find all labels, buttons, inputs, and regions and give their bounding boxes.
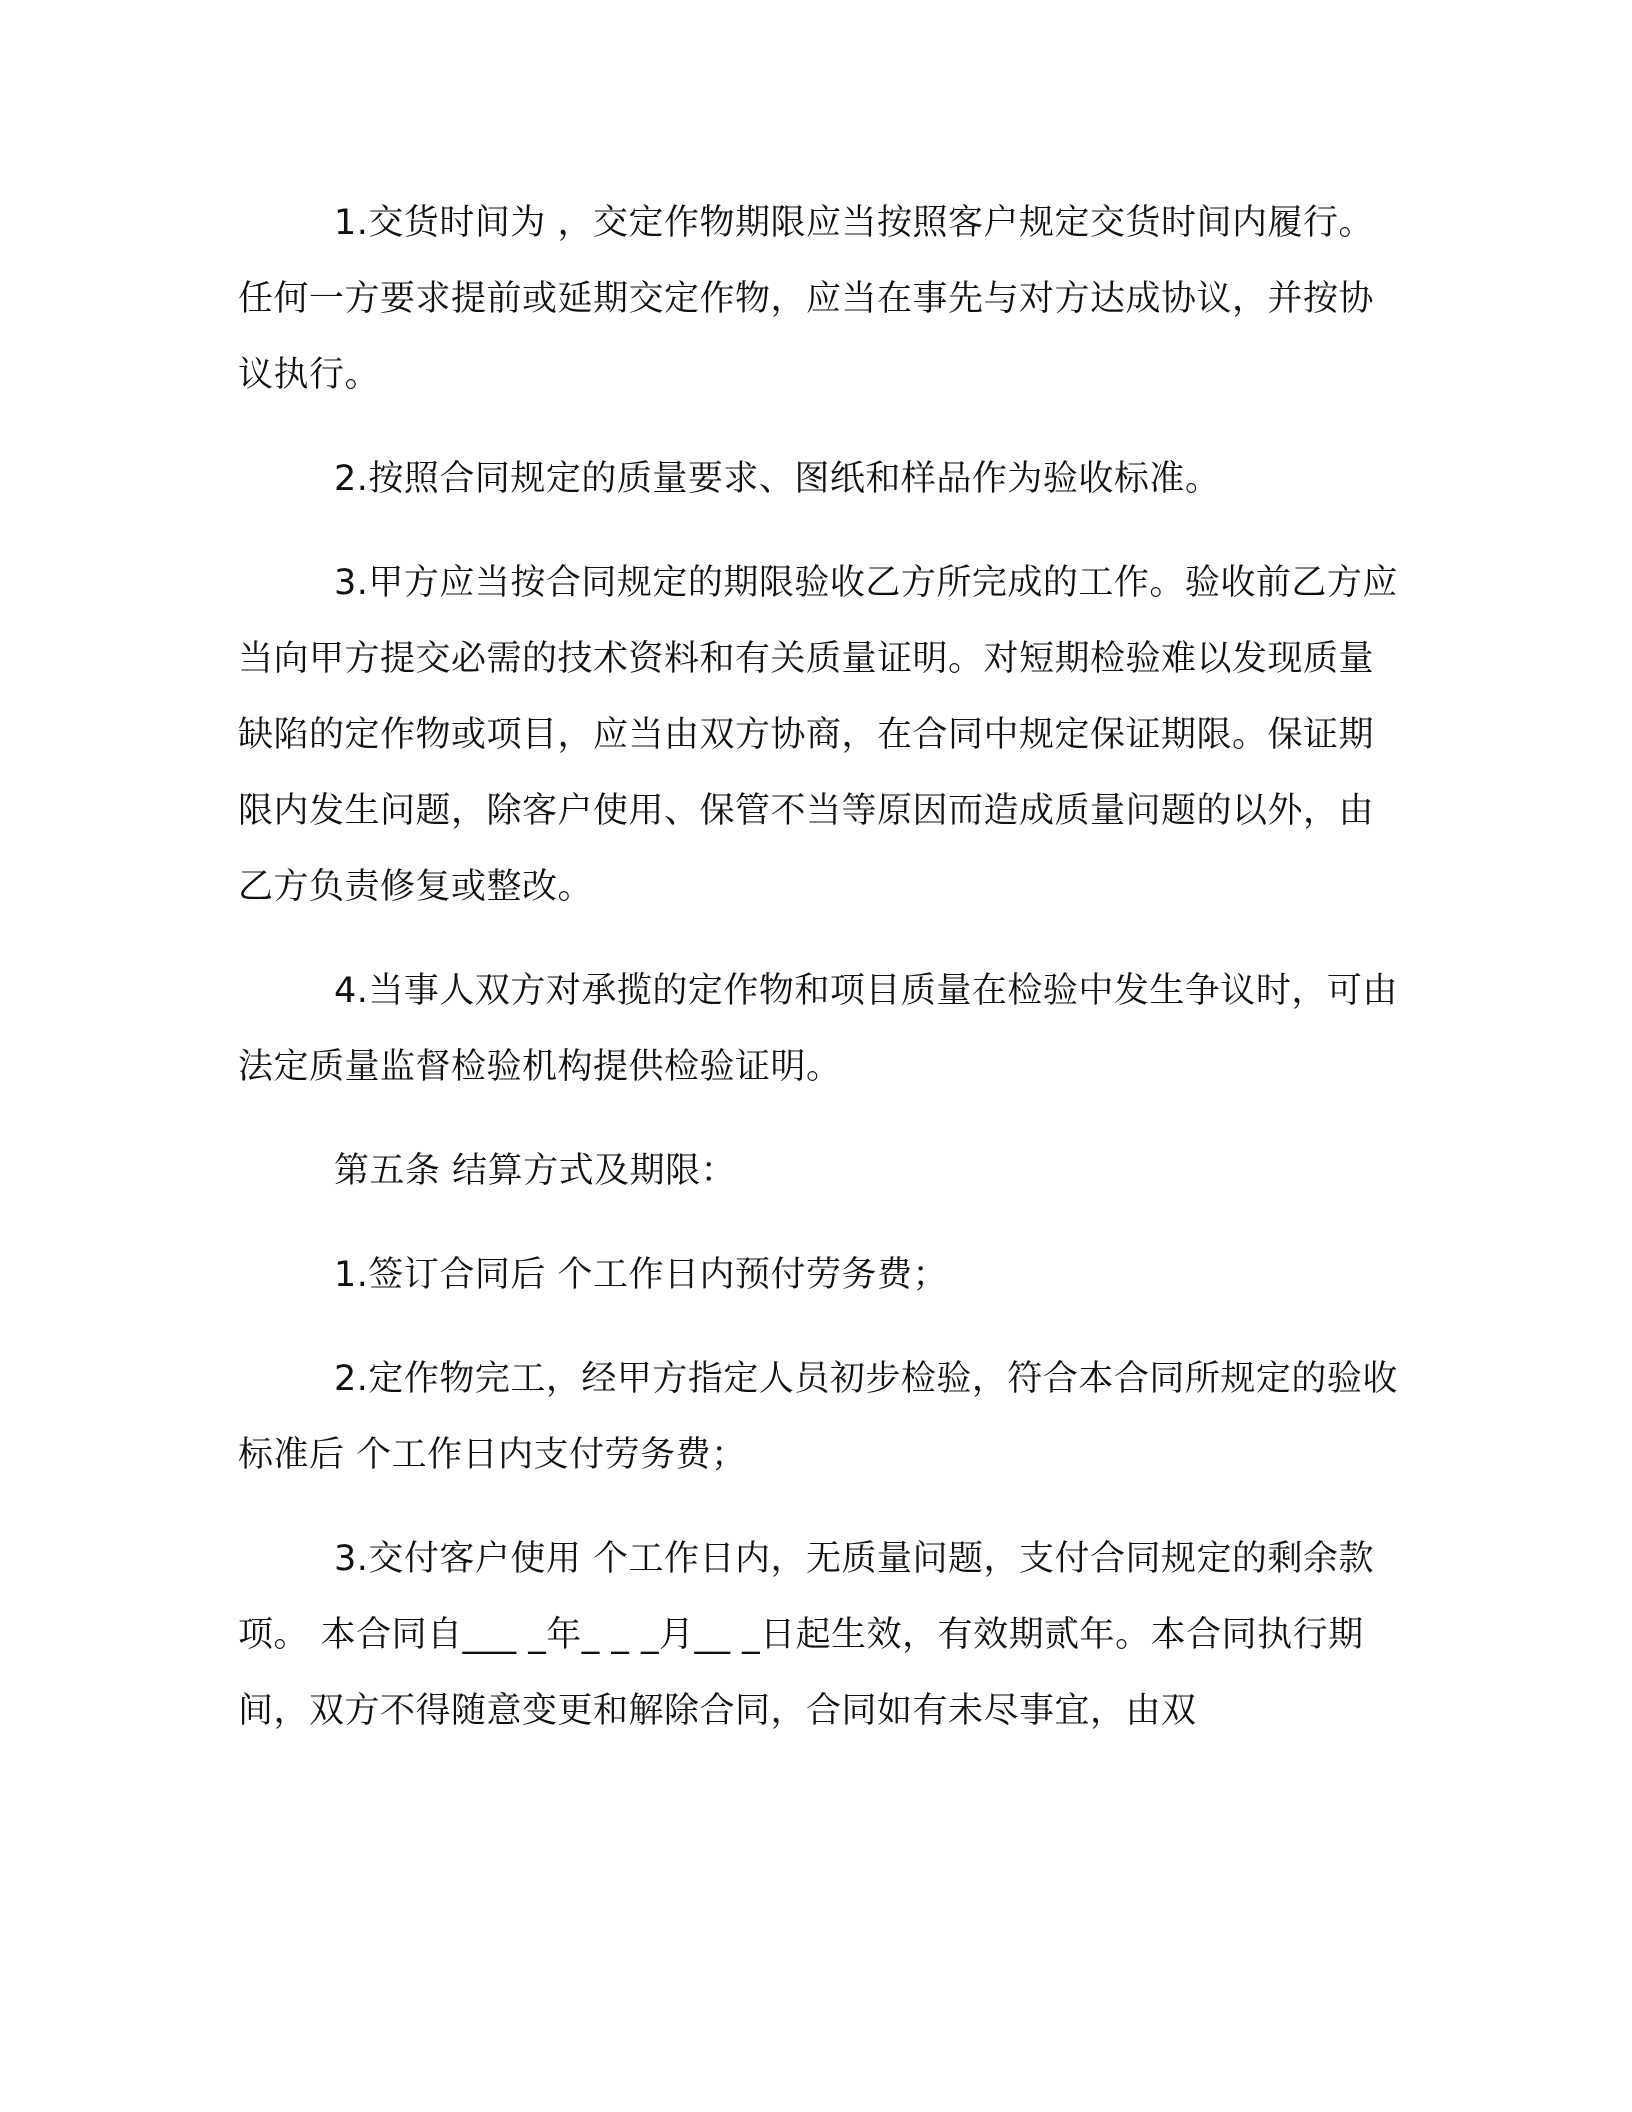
paragraph-final-payment: 3.交付客户使用 个工作日内，无质量问题，支付合同规定的剩余款项。 本合同自___ _年_ _ _月__ _日起生效，有效期贰年。本合同执行期间，双方不得随意变更和解除合同，合同如有未尽事宜，由双 (238, 1539, 1375, 1731)
paragraph-completion-payment: 2.定作物完工，经甲方指定人员初步检验，符合本合同所规定的验收标准后 个工作日内支付劳务费； (238, 1359, 1398, 1475)
paragraph-acceptance-procedure: 3.甲方应当按合同规定的期限验收乙方所完成的工作。验收前乙方应当向甲方提交必需的技术资料和有关质量证明。对短期检验难以发现质量缺陷的定作物或项目，应当由双方协商，在合同中规定保证期限。保证期限内发生问题，除客户使用、保管不当等原因而造成质量问题的以外，由乙方负责修复或整改。 (238, 563, 1398, 907)
paragraph-delivery-time: 1.交货时间为 ，交定作物期限应当按照客户规定交货时间内履行。任何一方要求提前或延期交定作物，应当在事先与对方达成协议，并按协议执行。 (238, 203, 1375, 395)
document-body (238, 185, 1398, 1777)
paragraph-prepayment: 1.签订合同后 个工作日内预付劳务费； (334, 1255, 949, 1295)
section-heading-settlement: 第五条 结算方式及期限： (334, 1151, 737, 1191)
paragraph-acceptance-standard: 2.按照合同规定的质量要求、图纸和样品作为验收标准。 (334, 459, 1221, 499)
paragraph-quality-dispute: 4.当事人双方对承揽的定作物和项目质量在检验中发生争议时，可由法定质量监督检验机构提供检验证明。 (238, 971, 1398, 1087)
